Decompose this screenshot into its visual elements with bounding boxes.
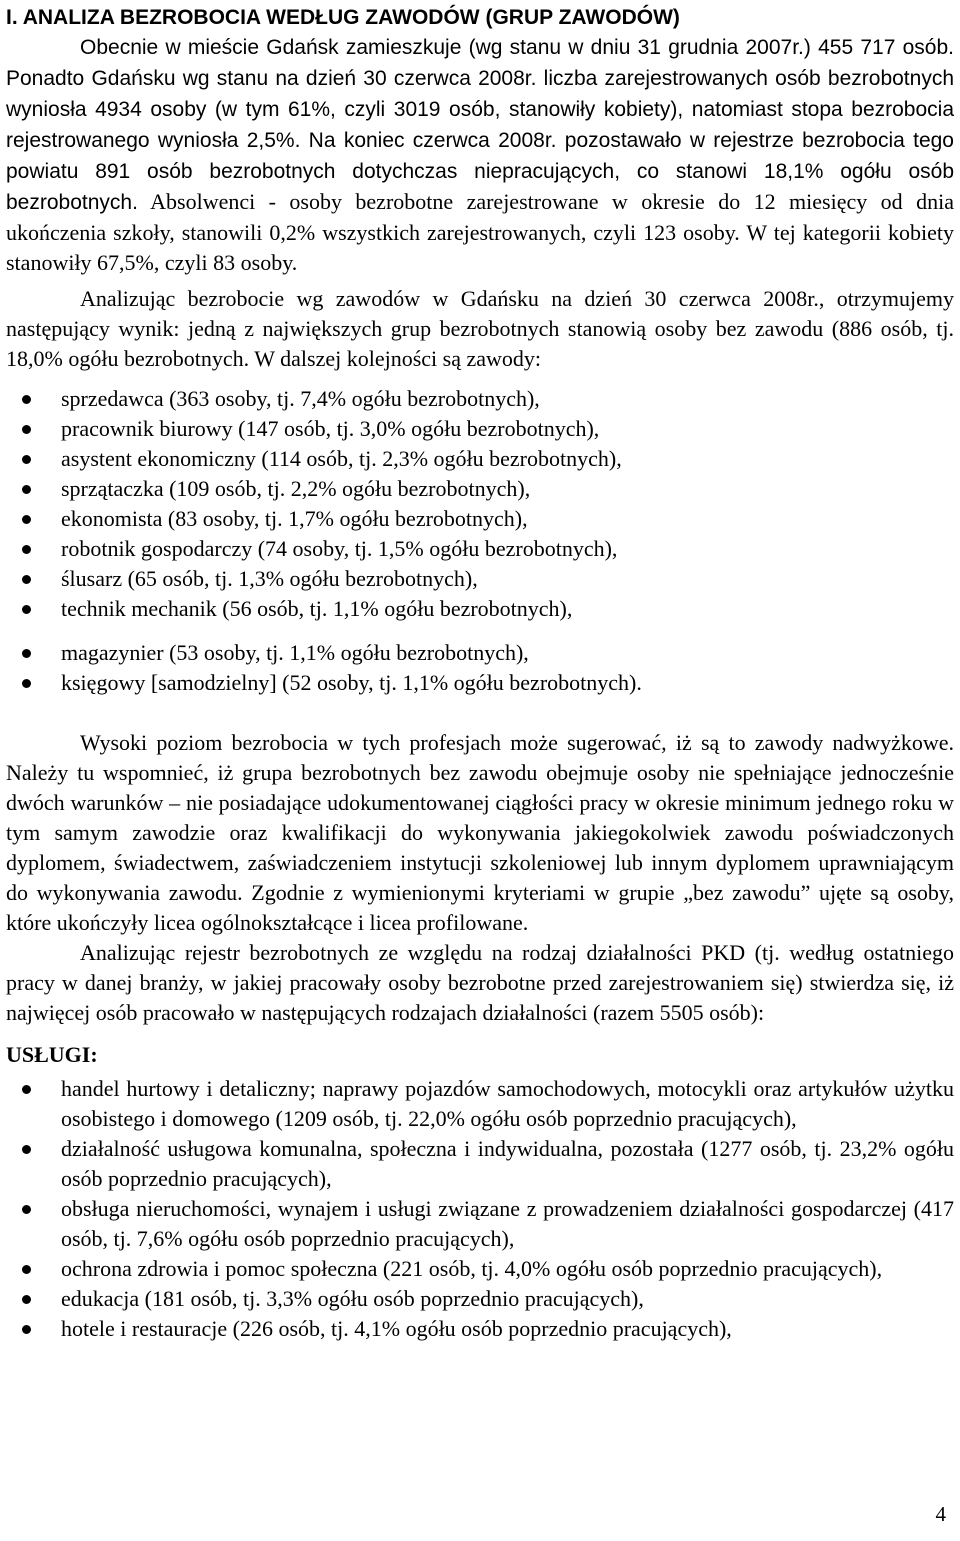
list-item [6,504,954,534]
paragraph-gap [6,698,954,728]
page-number: 4 [935,1502,946,1526]
bullet-icon [22,455,31,464]
professions-list-continued [6,638,954,698]
analysis-paragraph: Analizując bezrobocie wg zawodów w Gdańsku na dzień 30 czerwca 2008r., otrzymujemy następujący wynik: jedną z największych grup bezrobotnych stanowią osoby bez zawodu (886 osób, tj. 18,0% ogółu bezrobotnych. W dalszej kolejności są zawody: [6,286,954,371]
bullet-icon [22,485,31,494]
list-item [6,474,954,504]
bullet-icon [22,1145,31,1154]
bullet-icon [22,649,31,658]
list-item [6,1284,954,1314]
list-item [6,1314,954,1344]
list-item-text: magazynier (53 osoby, tj. 1,1% ogółu bezrobotnych), [61,640,529,665]
bullet-icon [22,1265,31,1274]
bullet-icon [22,515,31,524]
list-item [6,1134,954,1194]
list-item [6,1074,954,1134]
intro-sans-text: Obecnie w mieście Gdańsk zamieszkuje (wg stanu w dniu 31 grudnia 2007r.) 455 717 osób. Ponadto Gdańsku wg stanu na dzień 30 czerwca 2008r. liczba zarejestrowanych osób bezrobotnych wyniosła 4934 osoby (w tym 61%, czyli 3019 osób, stanowiły kobiety), natomiast stopa bezrobocia rejestrowanego wyniosła 2,5%. Na koniec czerwca 2008r. pozostawało w rejestrze bezrobocia tego powiatu 891 osób bezrobotnych dotychczas niepracujących, co stanowi 18,1% ogółu osób bezrobotnych. [6,36,954,214]
list-item-text: sprzątaczka (109 osób, tj. 2,2% ogółu bezrobotnych), [61,476,531,501]
bullet-icon [22,575,31,584]
list-item-text: sprzedawca (363 osoby, tj. 7,4% ogółu bezrobotnych), [61,386,540,411]
list-item [6,534,954,564]
intro-serif-text: Absolwenci - osoby bezrobotne zarejestrowane w okresie do 12 miesięcy od dnia ukończenia szkoły, stanowili 0,2% wszystkich zarejestrowanych, czyli 123 osoby. W tej kategorii kobiety stanowiły 67,5%, czyli 83 osoby. [6,189,954,275]
bullet-icon [22,545,31,554]
bullet-icon [22,1085,31,1094]
list-item-text: robotnik gospodarczy (74 osoby, tj. 1,5% ogółu bezrobotnych), [61,536,618,561]
services-heading: USŁUGI: [6,1042,98,1067]
pkd-paragraph: Analizując rejestr bezrobotnych ze względu na rodzaj działalności PKD (tj. według ostatniego pracy w danej branży, w jakiej pracowały osoby bezrobotne przed zarejestrowaniem się) stwierdza się, iż najwięcej osób pracowało w następujących rodzajach działalności (razem 5505 osób): [6,940,954,1025]
list-item [6,384,954,414]
list-item-text: edukacja (181 osób, tj. 3,3% ogółu osób poprzednio pracujących), [61,1286,644,1311]
list-item [6,444,954,474]
list-item [6,414,954,444]
list-item-text: technik mechanik (56 osób, tj. 1,1% ogółu bezrobotnych), [61,596,573,621]
list-item [6,668,954,698]
bullet-icon [22,679,31,688]
high-level-paragraph: Wysoki poziom bezrobocia w tych profesjach może sugerować, iż są to zawody nadwyżkowe. Należy tu wspomnieć, iż grupa bezrobotnych bez zawodu obejmuje osoby nie spełniające jednocześnie dwóch warunków – nie posiadające udokumentowanej ciągłości pracy w okresie minimum jednego roku w tym samym zawodzie oraz kwalifikacji do wykonywania jakiegokolwiek zawodu poświadczonych dyplomem, świadectwem, zaświadczeniem instytucji szkoleniowej lub innym dyplomem uprawniającym do wykonywania zawodu. Zgodnie z wymienionymi kryteriami w grupie „bez zawodu” ujęte są osoby, które ukończyły licea ogólnokształcące i licea profilowane. [6,730,954,935]
professions-list [6,384,954,624]
bullet-icon [22,395,31,404]
services-list [6,1074,954,1344]
list-item-text: ochrona zdrowia i pomoc społeczna (221 osób, tj. 4,0% ogółu osób poprzednio pracujących), [61,1256,883,1281]
section-heading: I. ANALIZA BEZROBOCIA WEDŁUG ZAWODÓW (GRUP ZAWODÓW) [6,6,680,29]
bullet-icon [22,1295,31,1304]
bullet-icon [22,1205,31,1214]
list-item [6,1254,954,1284]
list-item-text: obsługa nieruchomości, wynajem i usługi związane z prowadzeniem działalności gospodarczej (417 osób, tj. 7,6% ogółu osób poprzednio pracujących), [61,1196,954,1251]
list-gap [6,624,954,638]
list-item-text: ekonomista (83 osoby, tj. 1,7% ogółu bezrobotnych), [61,506,528,531]
list-item [6,1194,954,1254]
list-item-text: działalność usługowa komunalna, społeczna i indywidualna, pozostała (1277 osób, tj. 23,2% ogółu osób poprzednio pracujących), [61,1136,954,1191]
list-item-text: pracownik biurowy (147 osób, tj. 3,0% ogółu bezrobotnych), [61,416,600,441]
list-item-text: asystent ekonomiczny (114 osób, tj. 2,3% ogółu bezrobotnych), [61,446,622,471]
bullet-icon [22,425,31,434]
bullet-icon [22,605,31,614]
document-page [6,4,954,1344]
list-item [6,594,954,624]
list-item-text: hotele i restauracje (226 osób, tj. 4,1% ogółu osób poprzednio pracujących), [61,1316,732,1341]
bullet-icon [22,1325,31,1334]
list-item [6,564,954,594]
list-item-text: handel hurtowy i detaliczny; naprawy pojazdów samochodowych, motocykli oraz artykułów użytku osobistego i domowego (1209 osób, tj. 22,0% ogółu osób poprzednio pracujących), [61,1076,954,1131]
list-item-text: ślusarz (65 osób, tj. 1,3% ogółu bezrobotnych), [61,566,478,591]
list-item-text: księgowy [samodzielny] (52 osoby, tj. 1,1% ogółu bezrobotnych). [61,670,642,695]
list-item [6,638,954,668]
intro-paragraph [6,32,954,278]
